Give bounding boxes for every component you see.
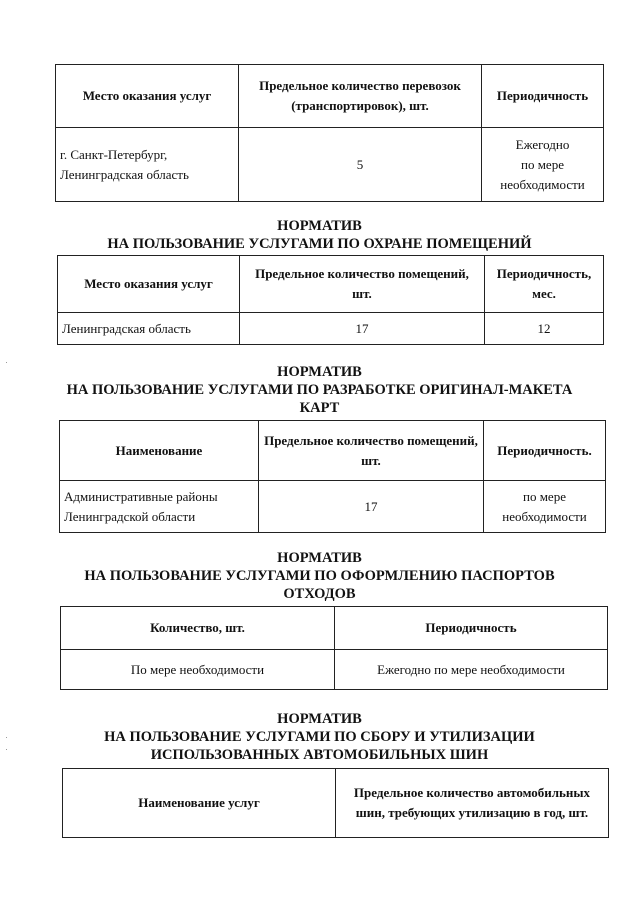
heading-subtitle-line1: НА ПОЛЬЗОВАНИЕ УСЛУГАМИ ПО СБОРУ И УТИЛИЗАЦИИ (104, 729, 535, 745)
header-periodicity: Периодичность (335, 607, 608, 650)
cell-periodicity: Ежегодно по мере необходимости (482, 128, 604, 202)
cell-place: г. Санкт-Петербург, Ленинградская область (56, 128, 239, 202)
security-norm-table (57, 255, 604, 345)
cell-premises-limit: 17 (240, 313, 485, 345)
cell-trips-limit: 5 (239, 128, 482, 202)
cell-place: Ленинградская область (58, 313, 240, 345)
header-name: Наименование (60, 421, 259, 481)
header-tyres-limit: Предельное количество автомобильных шин, требующих утилизацию в год, шт. (336, 769, 609, 838)
section-heading-maps (0, 363, 639, 417)
heading-subtitle-line1: НА ПОЛЬЗОВАНИЕ УСЛУГАМИ ПО РАЗРАБОТКЕ ОРИГИНАЛ-МАКЕТА (66, 382, 573, 398)
waste-passports-norm-table (60, 606, 608, 690)
header-periodicity: Периодичность (482, 65, 604, 128)
maps-norm-table (59, 420, 606, 533)
heading-subtitle-line2: ОТХОДОВ (283, 586, 356, 602)
header-trips-limit: Предельное количество перевозок (транспортировок), шт. (239, 65, 482, 128)
scan-mark (6, 737, 7, 738)
heading-subtitle-line1: НА ПОЛЬЗОВАНИЕ УСЛУГАМИ ПО ОФОРМЛЕНИЮ ПАСПОРТОВ (84, 568, 555, 584)
heading-subtitle: НА ПОЛЬЗОВАНИЕ УСЛУГАМИ ПО ОХРАНЕ ПОМЕЩЕНИЙ (107, 236, 532, 252)
header-periodicity-months: Периодичность, мес. (485, 256, 604, 313)
cell-periodicity: по мере необходимости (484, 481, 606, 533)
section-heading-security (0, 217, 639, 253)
cell-name: Административные районы Ленинградской области (60, 481, 259, 533)
heading-title: НОРМАТИВ (277, 711, 362, 727)
heading-title: НОРМАТИВ (277, 550, 362, 566)
header-premises-limit: Предельное количество помещений, шт. (240, 256, 485, 313)
heading-subtitle-line2: ИСПОЛЬЗОВАННЫХ АВТОМОБИЛЬНЫХ ШИН (150, 747, 489, 763)
tyres-norm-table (62, 768, 609, 838)
section-heading-waste-passports (0, 549, 639, 603)
heading-subtitle-line2: КАРТ (299, 400, 340, 416)
cell-periodicity: Ежегодно по мере необходимости (335, 650, 608, 690)
header-quantity: Количество, шт. (61, 607, 335, 650)
header-quantity-limit: Предельное количество помещений, шт. (259, 421, 484, 481)
cell-quantity-limit: 17 (259, 481, 484, 533)
scan-mark (6, 362, 7, 363)
header-place: Место оказания услуг (58, 256, 240, 313)
heading-title: НОРМАТИВ (277, 218, 362, 234)
section-heading-tyres (0, 710, 639, 764)
header-service-name: Наименование услуг (63, 769, 336, 838)
cell-quantity: По мере необходимости (61, 650, 335, 690)
heading-title: НОРМАТИВ (277, 364, 362, 380)
cell-periodicity: 12 (485, 313, 604, 345)
header-place: Место оказания услуг (56, 65, 239, 128)
transport-norm-table (55, 64, 604, 202)
scan-mark (6, 749, 7, 750)
header-periodicity: Периодичность. (484, 421, 606, 481)
